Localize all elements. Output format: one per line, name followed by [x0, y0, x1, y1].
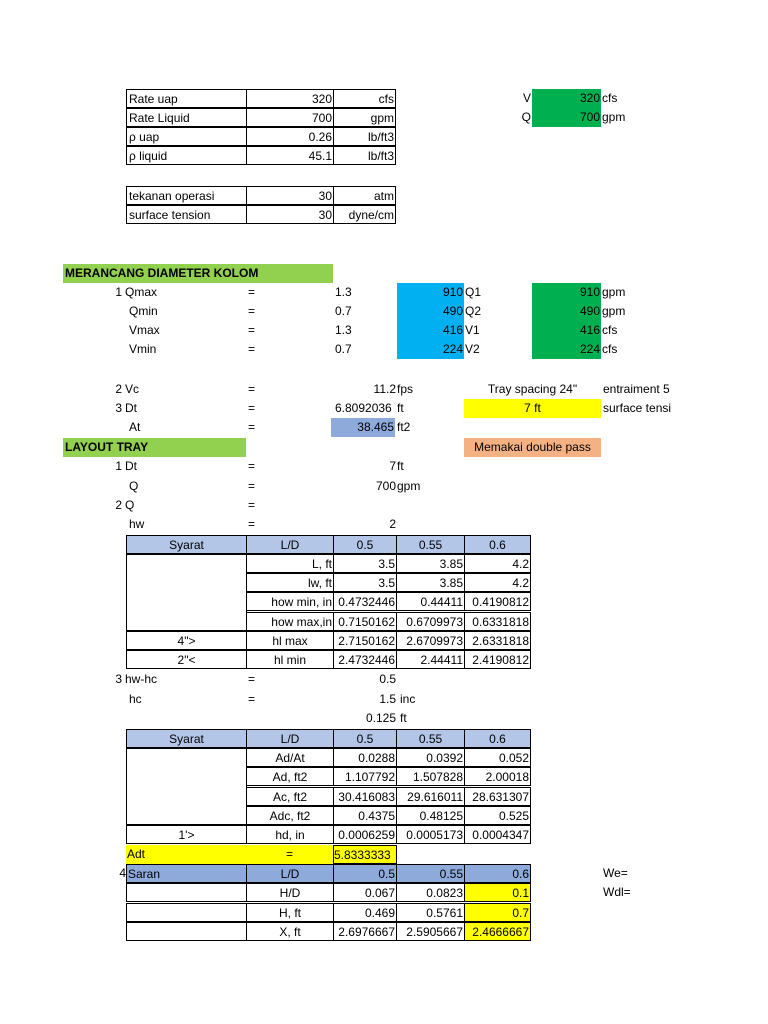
row-number: 1 [115, 285, 122, 299]
rounded-value[interactable]: 224 [532, 340, 601, 359]
row-label: At [129, 420, 141, 434]
rounded-value[interactable]: 416 [532, 321, 601, 340]
tag: V2 [465, 342, 480, 356]
table-cell[interactable]: 2.4732446 [333, 650, 397, 669]
row-param: X, ft [246, 922, 334, 941]
equals: = [248, 285, 256, 299]
row-param: Ad, ft2 [246, 767, 334, 786]
equals: = [248, 342, 256, 356]
vc-value[interactable]: 11.2 [373, 382, 396, 396]
saran-cell [126, 903, 247, 922]
table-cell[interactable]: 1.507828 [396, 767, 465, 786]
table-cell[interactable]: 0.0005173 [396, 825, 465, 844]
section-header: MERANCANG DIAMETER KOLOM [63, 264, 333, 283]
table-cell[interactable]: 4.2 [464, 573, 531, 592]
equals: = [248, 479, 256, 493]
row-label: Vc [125, 382, 140, 396]
table-cell[interactable]: 30.416083 [333, 787, 397, 806]
row-param: Ad/At [246, 748, 334, 767]
v-label: V [522, 91, 531, 105]
table-cell[interactable]: 29.616011 [396, 787, 465, 806]
computed-value[interactable]: 224 [397, 340, 464, 359]
v-value[interactable]: 320 [532, 89, 601, 108]
table-cell[interactable]: 4.2 [464, 554, 531, 573]
row-number: 2 [115, 382, 122, 396]
q-unit: gpm [602, 110, 626, 124]
table-cell[interactable]: 3.85 [396, 554, 465, 573]
table-header: 0.5 [333, 729, 397, 748]
table-cell[interactable]: 0.4190812 [464, 592, 531, 611]
row-number: 1 [115, 459, 122, 473]
adt-label: Adt [126, 845, 246, 864]
dt-unit: ft [397, 459, 404, 473]
factor[interactable]: 1.3 [335, 285, 352, 299]
prop-label[interactable]: Rate uap [126, 89, 247, 108]
table-cell[interactable]: 0.4732446 [333, 592, 397, 611]
tag: Q2 [465, 304, 482, 318]
row-label: Vmax [129, 323, 160, 337]
prop-unit[interactable]: gpm [333, 108, 396, 127]
prop-unit[interactable]: lb/ft3 [333, 127, 396, 146]
table-cell[interactable]: 1.107792 [333, 767, 397, 786]
table-cell[interactable]: 0.6331818 [464, 612, 531, 631]
row-param: H/D [246, 883, 334, 902]
row-number: 3 [115, 672, 122, 686]
hc-ft-value[interactable]: 0.125 [365, 711, 396, 725]
table-cell[interactable]: 3.85 [396, 573, 465, 592]
factor[interactable]: 0.7 [335, 304, 352, 318]
entrainment-label: entraiment 5 [603, 382, 670, 396]
row-label: Dt [125, 401, 137, 415]
equals: = [248, 517, 256, 531]
table-cell[interactable]: 2.6709973 [396, 631, 465, 650]
table-cell[interactable]: 3.5 [333, 573, 397, 592]
tag: V1 [465, 323, 480, 337]
hw-value[interactable]: 2 [389, 517, 396, 531]
surface-tension-label: surface tensi [603, 401, 672, 415]
prop-unit[interactable]: cfs [333, 89, 396, 108]
row-label: Qmax [125, 285, 158, 299]
table-cell-selected[interactable]: 2.4666667 [464, 922, 531, 941]
row-param: how min, in [246, 592, 334, 611]
prop-label[interactable]: ρ uap [126, 127, 247, 146]
tray-spacing-label: Tray spacing 24" [487, 382, 578, 396]
table-cell[interactable]: 2.4190812 [464, 650, 531, 669]
row-param: Ac, ft2 [246, 787, 334, 806]
table-cell[interactable]: 0.525 [464, 806, 531, 825]
table-cell[interactable]: 0.0823 [396, 883, 465, 902]
computed-value[interactable]: 416 [397, 321, 464, 340]
dt-unit: ft [397, 401, 404, 415]
row-number: 3 [115, 401, 122, 415]
table-cell[interactable]: 2.5905667 [396, 922, 465, 941]
table-cell[interactable]: 3.5 [333, 554, 397, 573]
computed-value[interactable]: 910 [397, 283, 464, 302]
row-label: Q [125, 498, 135, 512]
table-cell-selected[interactable]: 0.1 [464, 883, 531, 902]
table-cell[interactable]: 0.469 [333, 903, 397, 922]
prop-unit[interactable]: lb/ft3 [333, 146, 396, 165]
prop-value[interactable]: 0.26 [246, 127, 334, 146]
row-label: Q [129, 479, 139, 493]
q-value[interactable]: 700 [375, 479, 396, 493]
prop-label[interactable]: Rate Liquid [126, 108, 247, 127]
table-header: 0.55 [396, 535, 465, 554]
we-label: We= [603, 866, 628, 880]
row-param: hl max [246, 631, 334, 650]
unit: cfs [602, 323, 618, 337]
table-header: 0.55 [396, 864, 465, 883]
row-label: Vmin [129, 342, 157, 356]
tag: Q1 [465, 285, 482, 299]
table-header: Saran [126, 864, 247, 883]
wdl-label: Wdl= [603, 885, 631, 899]
adt-value[interactable]: 5.8333333 [333, 845, 397, 864]
row-label: Dt [125, 459, 137, 473]
prop-value[interactable]: 320 [246, 89, 334, 108]
table-cell-selected[interactable]: 0.7 [464, 903, 531, 922]
row-param: L, ft [246, 554, 334, 573]
table-header: L/D [246, 864, 334, 883]
row-param: how max,in [246, 612, 334, 631]
table-cell[interactable]: 2.6976667 [333, 922, 397, 941]
hc-unit: inc [400, 692, 416, 706]
syarat-cell: 1'> [126, 825, 247, 844]
table-header: 0.6 [464, 729, 531, 748]
table-header: 0.6 [464, 535, 531, 554]
equals: = [248, 420, 256, 434]
row-label: hw [129, 517, 145, 531]
at-unit: ft2 [397, 420, 411, 434]
table-cell[interactable]: 2.7150162 [333, 631, 397, 650]
adt-equals: = [246, 845, 333, 864]
row-param: Adc, ft2 [246, 806, 334, 825]
saran-cell [126, 883, 247, 902]
vc-unit: fps [397, 382, 414, 396]
table-cell[interactable]: 2.44411 [396, 650, 465, 669]
table-cell[interactable]: 0.44411 [396, 592, 465, 611]
table-cell[interactable]: 0.0392 [396, 748, 465, 767]
table-cell[interactable]: 2.00018 [464, 767, 531, 786]
q-value[interactable]: 700 [532, 108, 601, 127]
syarat-cell: 4"> [126, 631, 247, 650]
q-unit: gpm [397, 479, 421, 493]
row-param: lw, ft [246, 573, 334, 592]
rounded-value[interactable]: 910 [532, 283, 601, 302]
table-header: L/D [246, 535, 334, 554]
table-cell[interactable]: 0.5761 [396, 903, 465, 922]
equals: = [248, 672, 256, 686]
factor[interactable]: 1.3 [335, 323, 352, 337]
table-header: 0.6 [464, 864, 531, 883]
tray-value[interactable]: 7 ft [464, 399, 601, 418]
equals: = [248, 382, 256, 396]
hc-ft-unit: ft [400, 711, 407, 725]
factor[interactable]: 0.7 [335, 342, 352, 356]
equals: = [248, 692, 256, 706]
table-cell[interactable]: 0.0006259 [333, 825, 397, 844]
v-unit: cfs [602, 91, 618, 105]
dt-value[interactable]: 6.8092036 [335, 401, 392, 415]
row-label: Qmin [129, 304, 158, 318]
table-cell[interactable]: 0.0004347 [464, 825, 531, 844]
prop-value[interactable]: 30 [246, 205, 334, 224]
hwhc-value[interactable]: 0.5 [379, 672, 396, 686]
table-cell[interactable]: 28.631307 [464, 787, 531, 806]
prop-value[interactable]: 30 [246, 186, 334, 205]
table-cell[interactable]: 0.4375 [333, 806, 397, 825]
prop-label[interactable]: surface tension [126, 205, 247, 224]
rounded-value[interactable]: 490 [532, 302, 601, 321]
row-param: H, ft [246, 903, 334, 922]
dt-value[interactable]: 7 [389, 459, 396, 473]
table-header: Syarat [126, 729, 247, 748]
table-cell[interactable]: 0.052 [464, 748, 531, 767]
equals: = [248, 401, 256, 415]
prop-label[interactable]: ρ liquid [126, 146, 247, 165]
unit: gpm [602, 304, 626, 318]
table-header: 0.5 [333, 864, 397, 883]
table-header: L/D [246, 729, 334, 748]
table-header: 0.55 [396, 729, 465, 748]
hc-value[interactable]: 1.5 [379, 692, 396, 706]
row-param: hd, in [246, 825, 334, 844]
row-label: hc [129, 692, 142, 706]
table-header: Syarat [126, 535, 247, 554]
q-label: Q [521, 110, 531, 124]
prop-unit[interactable]: atm [333, 186, 396, 205]
table-cell[interactable]: 2.6331818 [464, 631, 531, 650]
row-label: hw-hc [125, 672, 158, 686]
prop-value[interactable]: 700 [246, 108, 334, 127]
table-cell[interactable]: 0.0288 [333, 748, 397, 767]
section-header: LAYOUT TRAY [63, 438, 246, 457]
equals: = [248, 459, 256, 473]
table-cell[interactable]: 0.48125 [396, 806, 465, 825]
equals: = [248, 323, 256, 337]
table-cell[interactable]: 0.7150162 [333, 612, 397, 631]
syarat-cell [126, 748, 247, 825]
row-param: hl min [246, 650, 334, 669]
double-pass-note: Memakai double pass [464, 438, 601, 457]
equals: = [248, 304, 256, 318]
unit: gpm [602, 285, 626, 299]
prop-value[interactable]: 45.1 [246, 146, 334, 165]
syarat-cell [126, 554, 247, 631]
equals: = [248, 498, 256, 512]
prop-label[interactable]: tekanan operasi [126, 186, 247, 205]
computed-value[interactable]: 490 [397, 302, 464, 321]
table-cell[interactable]: 0.067 [333, 883, 397, 902]
table-header: 0.5 [333, 535, 397, 554]
unit: cfs [602, 342, 618, 356]
row-number: 2 [115, 498, 122, 512]
table-cell[interactable]: 0.6709973 [396, 612, 465, 631]
at-value[interactable]: 38.465 [331, 418, 395, 437]
saran-cell [126, 922, 247, 941]
prop-unit[interactable]: dyne/cm [333, 205, 396, 224]
row-number: 4 [119, 866, 126, 880]
syarat-cell: 2"< [126, 650, 247, 669]
